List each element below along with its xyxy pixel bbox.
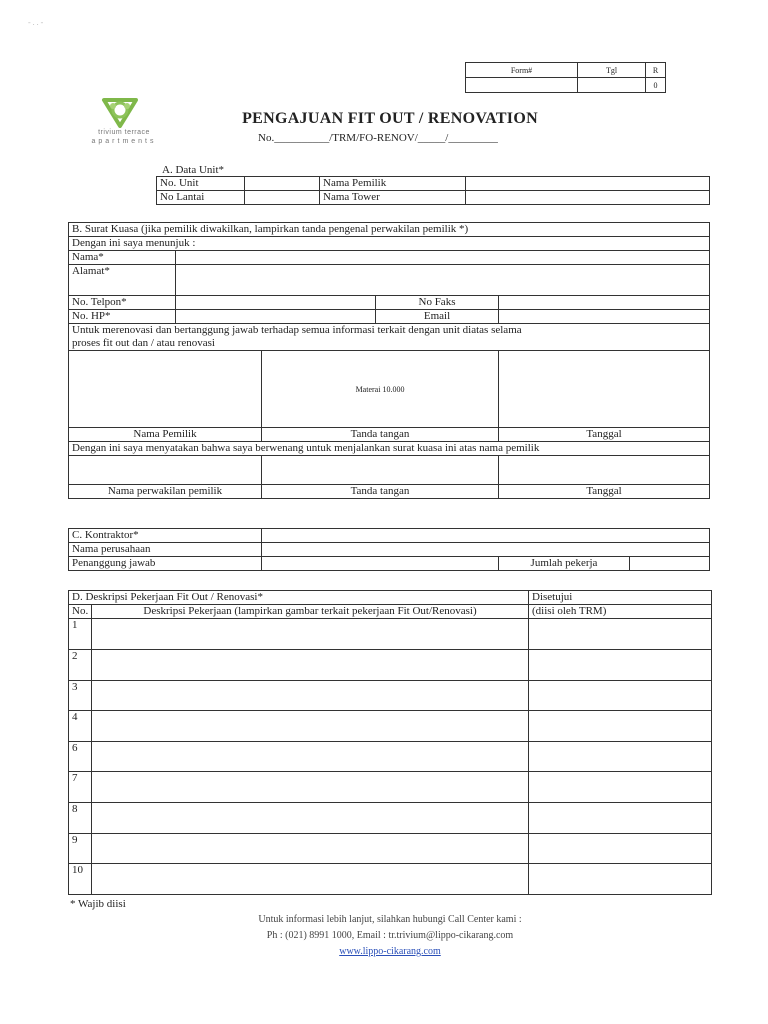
nama-tower-label: Nama Tower (320, 191, 466, 205)
nama-perwakilan-caption: Nama perwakilan pemilik (69, 485, 262, 499)
nama-pemilik-label: Nama Pemilik (320, 177, 466, 191)
alamat-label: Alamat* (69, 265, 176, 296)
section-b-heading: B. Surat Kuasa (jika pemilik diwakilkan, lampirkan tanda pengenal perwakilan pemilik *) (69, 223, 710, 237)
row-number: 7 (69, 772, 92, 803)
jumlah-pekerja-label: Jumlah pekerja (499, 557, 630, 571)
representative-signature-area[interactable] (262, 456, 499, 485)
tanda-tangan-caption: Tanda tangan (262, 428, 499, 442)
row-number: 3 (69, 681, 92, 711)
alamat-field[interactable] (176, 265, 710, 296)
form-number-field[interactable] (466, 78, 578, 93)
jumlah-pekerja-field[interactable] (630, 557, 710, 571)
nama-label: Nama* (69, 251, 176, 265)
statement-line-2: proses fit out dan / atau renovasi (72, 337, 215, 349)
nama-pemilik-field[interactable] (466, 177, 710, 191)
no-hp-label: No. HP* (69, 310, 176, 324)
no-hp-field[interactable] (176, 310, 376, 324)
no-telpon-label: No. Telpon* (69, 296, 176, 310)
brand-text (78, 128, 170, 146)
no-lantai-label: No Lantai (157, 191, 245, 205)
section-c-table (68, 528, 710, 571)
scan-mark: - . . - (28, 18, 44, 27)
row-approval-field[interactable] (529, 772, 712, 803)
statement-line-1: Untuk merenovasi dan bertanggung jawab terhadap semua informasi terkait dengan unit diatas selama (72, 324, 522, 336)
disetujui-header: Disetujui (529, 591, 712, 605)
declaration-text: Dengan ini saya menyatakan bahwa saya berwenang untuk menjalankan surat kuasa ini atas nama pemilik (69, 442, 710, 456)
no-unit-field[interactable] (245, 177, 320, 191)
row-number: 1 (69, 619, 92, 650)
row-description-field[interactable] (92, 619, 529, 650)
row-description-field[interactable] (92, 772, 529, 803)
no-faks-label: No Faks (376, 296, 499, 310)
footer-line-1: Untuk informasi lebih lanjut, silahkan hubungi Call Center kami : (258, 914, 522, 925)
materai-stamp-area[interactable] (262, 351, 499, 428)
tanggal-caption: Tanggal (499, 428, 710, 442)
section-a-label: A. Data Unit* (162, 164, 225, 176)
row-description-field[interactable] (92, 834, 529, 864)
row-approval-field[interactable] (529, 834, 712, 864)
representative-name-area[interactable] (69, 456, 262, 485)
col-desc-header: Deskripsi Pekerjaan (lampirkan gambar terkait pekerjaan Fit Out/Renovasi) (92, 605, 529, 619)
row-description-field[interactable] (92, 650, 529, 681)
brand-name: trivium terrace (98, 129, 150, 136)
row-number: 10 (69, 864, 92, 895)
form-number-box (465, 62, 666, 93)
row-number: 6 (69, 742, 92, 772)
row-description-field[interactable] (92, 864, 529, 895)
tanggal-caption-2: Tanggal (499, 485, 710, 499)
no-lantai-field[interactable] (245, 191, 320, 205)
row-number: 4 (69, 711, 92, 742)
representative-date-area[interactable] (499, 456, 710, 485)
form-label: Form# (466, 63, 578, 78)
website-link[interactable]: www.lippo-cikarang.com (339, 946, 441, 957)
row-number: 8 (69, 803, 92, 834)
diisi-trm-header: (diisi oleh TRM) (529, 605, 712, 619)
row-description-field[interactable] (92, 711, 529, 742)
row-approval-field[interactable] (529, 711, 712, 742)
email-field[interactable] (499, 310, 710, 324)
kontraktor-field[interactable] (262, 529, 710, 543)
no-unit-label: No. Unit (157, 177, 245, 191)
brand-sub: apartments (91, 138, 157, 145)
nama-field[interactable] (176, 251, 710, 265)
col-no-header: No. (69, 605, 92, 619)
document-number: No.__________/TRM/FO-RENOV/_____/_________ (258, 132, 498, 144)
nama-perusahaan-field[interactable] (262, 543, 710, 557)
row-description-field[interactable] (92, 742, 529, 772)
penanggung-jawab-label: Penanggung jawab (69, 557, 262, 571)
no-faks-field[interactable] (499, 296, 710, 310)
footer (150, 912, 630, 960)
nama-perusahaan-label: Nama perusahaan (69, 543, 262, 557)
row-number: 2 (69, 650, 92, 681)
row-description-field[interactable] (92, 803, 529, 834)
required-note: * Wajib diisi (70, 898, 126, 910)
tgl-field[interactable] (578, 78, 646, 93)
row-approval-field[interactable] (529, 681, 712, 711)
r-label: R (646, 63, 666, 78)
section-d-table (68, 590, 712, 895)
section-a-table (156, 176, 710, 205)
row-approval-field[interactable] (529, 619, 712, 650)
page-title: PENGAJUAN FIT OUT / RENOVATION (242, 110, 538, 127)
row-approval-field[interactable] (529, 803, 712, 834)
trivium-logo-icon (100, 96, 140, 128)
tanda-tangan-caption-2: Tanda tangan (262, 485, 499, 499)
row-approval-field[interactable] (529, 864, 712, 895)
r-value: 0 (646, 78, 666, 93)
row-number: 9 (69, 834, 92, 864)
tgl-label: Tgl (578, 63, 646, 78)
materai-label: Materai 10.000 (355, 384, 405, 394)
nama-tower-field[interactable] (466, 191, 710, 205)
row-approval-field[interactable] (529, 742, 712, 772)
footer-line-2: Ph : (021) 8991 1000, Email : tr.trivium@lippo-cikarang.com (266, 930, 514, 941)
email-label: Email (376, 310, 499, 324)
intro-text: Dengan ini saya menunjuk : (69, 237, 710, 251)
row-description-field[interactable] (92, 681, 529, 711)
renovation-statement (69, 324, 710, 351)
penanggung-jawab-field[interactable] (262, 557, 499, 571)
owner-name-area[interactable] (69, 351, 262, 428)
section-b-table (68, 222, 710, 499)
section-d-heading: D. Deskripsi Pekerjaan Fit Out / Renovasi* (69, 591, 529, 605)
no-telpon-field[interactable] (176, 296, 376, 310)
date-area[interactable] (499, 351, 710, 428)
section-c-heading: C. Kontraktor* (69, 529, 262, 543)
row-approval-field[interactable] (529, 650, 712, 681)
nama-pemilik-caption: Nama Pemilik (69, 428, 262, 442)
